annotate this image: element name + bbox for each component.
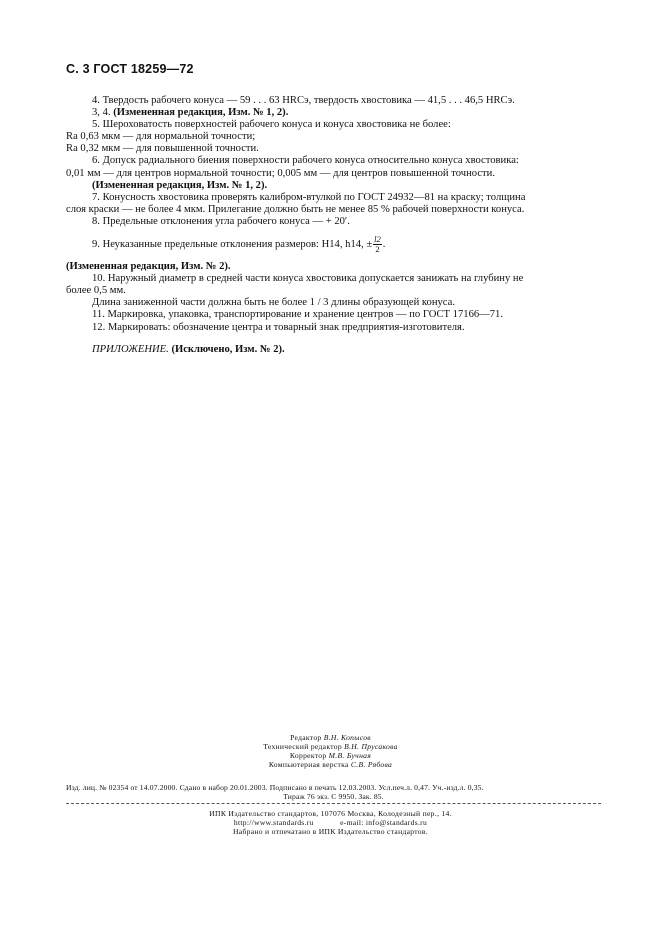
item-5-roughness-high: Ra 0,32 мкм — для повышенной точности.: [66, 143, 259, 155]
publisher-info: [0, 809, 661, 836]
item-8: 8. Предельные отклонения угла рабочего конуса — + 20′.: [92, 215, 350, 227]
editorial-credits: [0, 733, 661, 769]
item-10-length: Длина заниженной части должна быть не более 1 / 3 длины образующей конуса.: [92, 297, 455, 309]
credit-corrector: Корректор М.В. Бучная: [289, 751, 372, 760]
item-9: 9. Неуказанные предельные отклонения размеров: H14, h14, ± $\frac{l2}{2}$ .: [92, 234, 386, 255]
item-6-line-2: 0,01 мм — для центров нормальной точности; 0,005 мм — для центров повышенной точности.: [66, 167, 495, 179]
item-5-roughness-normal: Ra 0,63 мкм — для нормальной точности;: [66, 131, 256, 143]
credit-layout: Компьютерная верстка С.В. Рябова: [268, 760, 393, 769]
divider: [66, 803, 601, 804]
item-7-line-2: слоя краски — не более 4 мкм. Прилегание должно быть не менее 85 % рабочей поверхности конуса.: [66, 203, 525, 215]
spacer: [92, 334, 600, 344]
page-header: С. 3 ГОСТ 18259—72: [66, 62, 194, 76]
item-9-note: (Измененная редакция, Изм. № 2).: [66, 261, 231, 273]
imprint-line-1: Изд. лиц. № 02354 от 14.07.2000. Сдано в набор 20.01.2003. Подписано в печать 12.03.2003. Усл.печ.л. 0,47. Уч.-изд.л. 0,35.: [66, 783, 484, 792]
credit-tech-editor: Технический редактор В.Н. Прусакова: [263, 742, 398, 751]
item-5: 5. Шероховатость поверхностей рабочего конуса и конуса хвостовика не более:: [92, 119, 451, 131]
publisher-website: http://www.standards.ru: [233, 818, 314, 827]
document-body: [66, 95, 600, 356]
item-10-line-1: 10. Наружный диаметр в средней части конуса хвостовика допускается занижать на глубину не: [92, 273, 524, 285]
imprint-line-2: Тираж 76 экз. С 9950. Зак. 85.: [283, 792, 384, 801]
spacer: [92, 254, 600, 261]
imprint: [66, 783, 601, 801]
publisher-email: e-mail: info@standards.ru: [340, 818, 428, 827]
spacer: [92, 228, 600, 235]
item-4: 4. Твердость рабочего конуса — 59 . . . 63 HRCэ, твердость хвостовика — 41,5 . . . 46,5 HRCэ.: [92, 95, 515, 106]
item-6-line-1: 6. Допуск радиального биения поверхности рабочего конуса относительно конуса хвостовика:: [92, 155, 519, 167]
publisher-address: ИПК Издательство стандартов, 107076 Москва, Колодезный пер., 14.: [209, 809, 452, 818]
item-12: 12. Маркировать: обозначение центра и товарный знак предприятия-изготовителя.: [92, 321, 465, 333]
tolerance-fraction: $\frac{l2}{2}$: [374, 234, 381, 255]
item-10-line-2: более 0,5 мм.: [66, 285, 126, 297]
item-3-4-note: 3, 4. (Измененная редакция, Изм. № 1, 2).: [92, 107, 289, 119]
item-7-line-1: 7. Конусность хвостовика проверять калибром-втулкой по ГОСТ 24932—81 на краску; толщина: [92, 191, 526, 203]
credit-editor: Редактор В.Н. Копысов: [290, 733, 371, 742]
item-11: 11. Маркировка, упаковка, транспортирование и хранение центров — по ГОСТ 17166—71.: [92, 309, 503, 321]
item-6-note: (Измененная редакция, Изм. № 1, 2).: [92, 179, 268, 191]
publisher-contacts: [0, 818, 661, 827]
publisher-printed: Набрано и отпечатано в ИПК Издательство стандартов.: [232, 827, 428, 836]
appendix: ПРИЛОЖЕНИЕ. (Исключено, Изм. № 2).: [92, 343, 285, 355]
